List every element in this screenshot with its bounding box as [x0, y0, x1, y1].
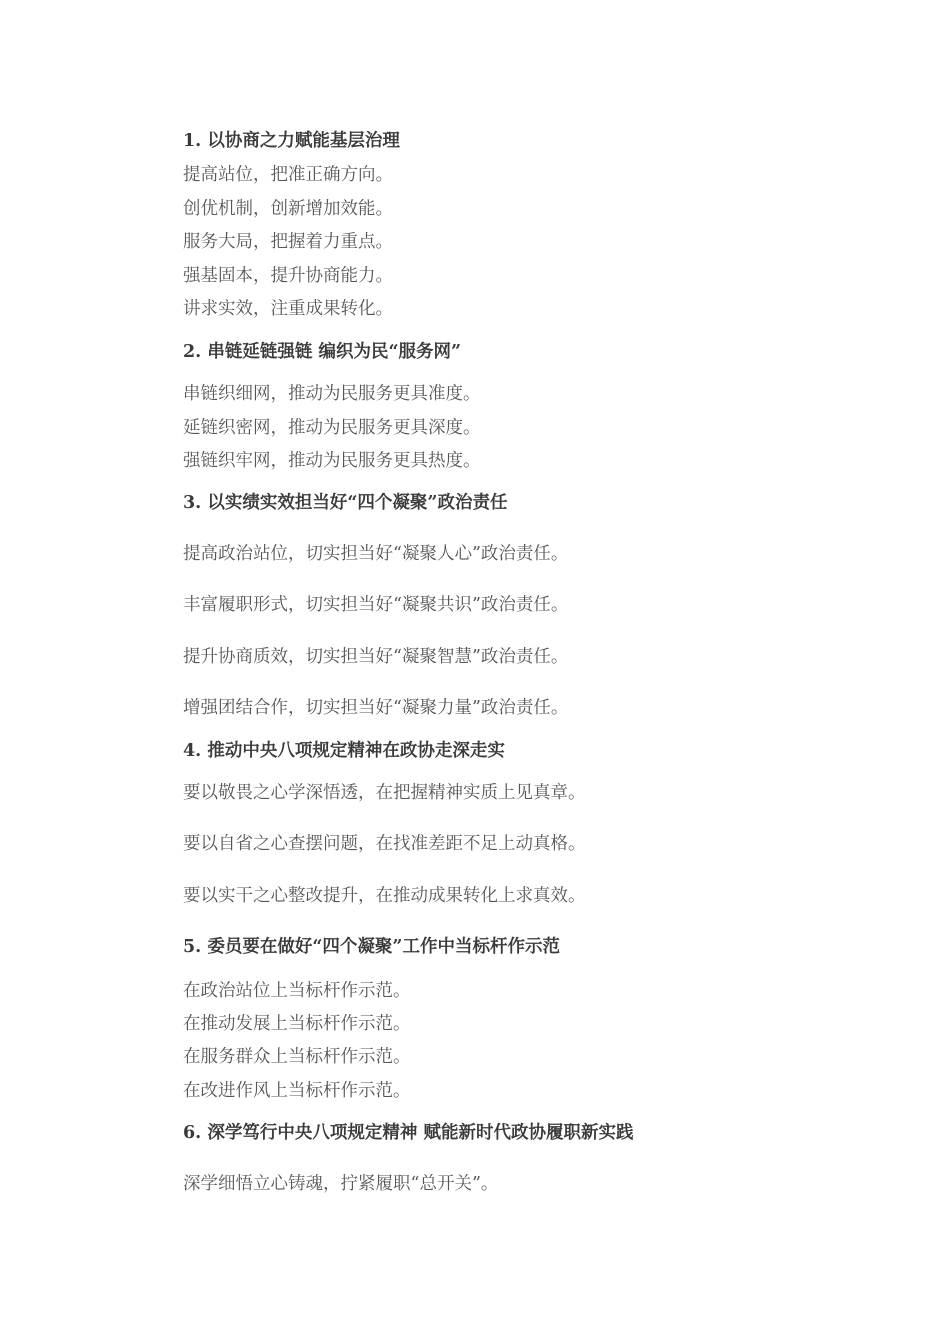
section-3-item-4: 增强团结合作，切实担当好“凝聚力量”政治责任。 — [183, 698, 569, 718]
section-2-item-1: 串链织细网，推动为民服务更具准度。 — [183, 384, 481, 404]
section-1-heading: 1. 以协商之力赋能基层治理 — [183, 131, 400, 151]
section-3-heading: 3. 以实绩实效担当好“四个凝聚”政治责任 — [183, 493, 508, 513]
section-4-heading: 4. 推动中央八项规定精神在政协走深走实 — [183, 741, 505, 761]
section-4-item-2: 要以自省之心查摆问题，在找准差距不足上动真格。 — [183, 834, 586, 854]
section-2-heading: 2. 串链延链强链 编织为民“服务网” — [183, 342, 462, 362]
section-1-item-3: 服务大局，把握着力重点。 — [183, 232, 393, 252]
section-2-item-2: 延链织密网，推动为民服务更具深度。 — [183, 418, 481, 438]
section-5-item-4: 在改进作风上当标杆作示范。 — [183, 1081, 411, 1101]
section-5-item-2: 在推动发展上当标杆作示范。 — [183, 1014, 411, 1034]
section-6-heading: 6. 深学笃行中央八项规定精神 赋能新时代政协履职新实践 — [183, 1123, 634, 1143]
section-1-item-5: 讲求实效，注重成果转化。 — [183, 299, 393, 319]
section-5-item-3: 在服务群众上当标杆作示范。 — [183, 1047, 411, 1067]
section-3-item-1: 提高政治站位，切实担当好“凝聚人心”政治责任。 — [183, 544, 569, 564]
section-3-item-2: 丰富履职形式，切实担当好“凝聚共识”政治责任。 — [183, 595, 569, 615]
section-3-item-3: 提升协商质效，切实担当好“凝聚智慧”政治责任。 — [183, 647, 569, 667]
section-1-item-4: 强基固本，提升协商能力。 — [183, 266, 393, 286]
section-2-item-3: 强链织牢网，推动为民服务更具热度。 — [183, 451, 481, 471]
section-1-item-1: 提高站位，把准正确方向。 — [183, 165, 393, 185]
section-4-item-3: 要以实干之心整改提升，在推动成果转化上求真效。 — [183, 886, 586, 906]
section-5-item-1: 在政治站位上当标杆作示范。 — [183, 981, 411, 1001]
section-6-item-1: 深学细悟立心铸魂，拧紧履职“总开关”。 — [183, 1174, 499, 1194]
section-4-item-1: 要以敬畏之心学深悟透，在把握精神实质上见真章。 — [183, 783, 586, 803]
section-1-item-2: 创优机制，创新增加效能。 — [183, 199, 393, 219]
section-5-heading: 5. 委员要在做好“四个凝聚”工作中当标杆作示范 — [183, 937, 560, 957]
